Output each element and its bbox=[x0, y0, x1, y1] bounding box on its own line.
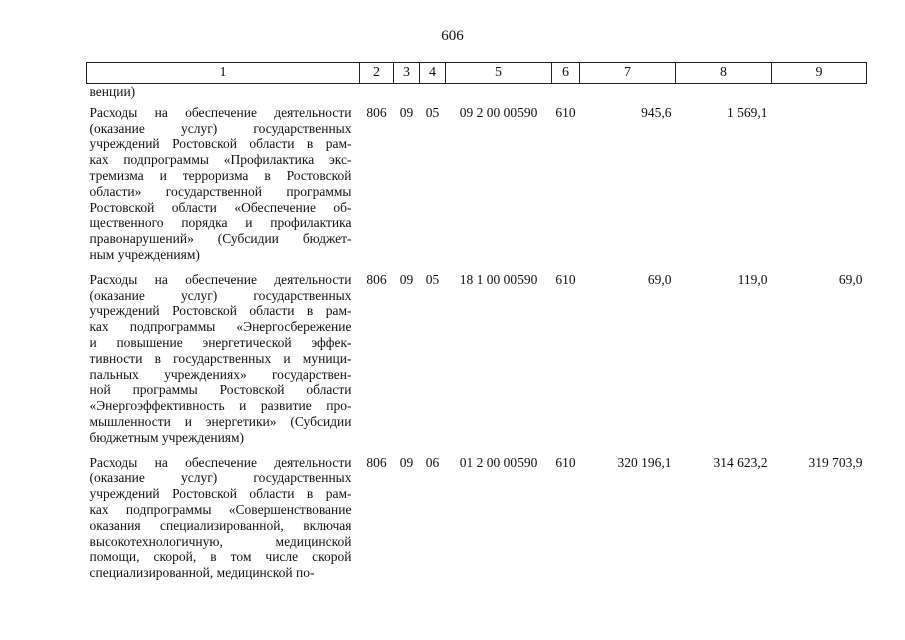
section-code: 09 bbox=[399, 104, 414, 120]
header-col-9: 9 bbox=[772, 63, 867, 84]
sum-year-1: 320 196,1 bbox=[617, 454, 672, 470]
continuation-text: венции) bbox=[89, 84, 136, 99]
admin-code: 806 bbox=[366, 271, 387, 287]
expense-type-code: 610 bbox=[555, 104, 576, 120]
target-article-code: 01 2 00 00590 bbox=[459, 454, 538, 470]
header-col-3: 3 bbox=[394, 63, 420, 84]
description-line: области» государственной программы bbox=[89, 183, 352, 199]
sum-year-2: 314 623,2 bbox=[713, 454, 768, 470]
description-line: ным учреждениям) bbox=[89, 246, 200, 262]
row-description bbox=[87, 267, 360, 450]
subsection-code: 05 bbox=[425, 271, 440, 287]
header-col-1: 1 bbox=[87, 63, 360, 84]
expense-type-code: 610 bbox=[555, 454, 576, 470]
description-line: мышленности и энергетики» (Субсидии bbox=[89, 413, 352, 429]
header-col-6: 6 bbox=[552, 63, 580, 84]
description-line: оказания специализированной, включая bbox=[89, 517, 352, 533]
section-code: 09 bbox=[399, 454, 414, 470]
budget-table bbox=[86, 62, 867, 585]
description-line: ках подпрограммы «Энергосбережение bbox=[89, 319, 352, 335]
sum-year-3: 69,0 bbox=[838, 271, 863, 287]
description-line: учреждений Ростовской области в рам- bbox=[89, 303, 352, 319]
header-col-8: 8 bbox=[676, 63, 772, 84]
header-col-2: 2 bbox=[360, 63, 394, 84]
table-row bbox=[87, 450, 867, 585]
description-line: и повышение энергетической эффек- bbox=[89, 334, 352, 350]
sum-year-2: 119,0 bbox=[737, 271, 768, 287]
sum-year-1: 945,6 bbox=[641, 104, 672, 120]
description-line: специализированной, медицинской по- bbox=[89, 565, 315, 581]
row-description bbox=[87, 100, 360, 267]
table-row bbox=[87, 267, 867, 450]
description-line: ках подпрограммы «Совершенствование bbox=[89, 501, 352, 517]
sum-year-3: 319 703,9 bbox=[808, 454, 863, 470]
description-line: Расходы на обеспечение деятельности bbox=[89, 454, 352, 470]
table-row bbox=[87, 100, 867, 267]
sum-year-3 bbox=[772, 100, 867, 267]
continuation-row bbox=[87, 84, 867, 100]
description-line: Расходы на обеспечение деятельности bbox=[89, 271, 352, 287]
description-line: бюджетным учреждениям) bbox=[89, 429, 245, 445]
admin-code: 806 bbox=[366, 454, 387, 470]
header-col-4: 4 bbox=[420, 63, 446, 84]
description-line: Ростовской области «Обеспечение об- bbox=[89, 199, 352, 215]
description-line: тремизма и терроризма в Ростовской bbox=[89, 167, 352, 183]
header-col-5: 5 bbox=[446, 63, 552, 84]
target-article-code: 18 1 00 00590 bbox=[459, 271, 538, 287]
description-line: ной программы Ростовской области bbox=[89, 382, 352, 398]
subsection-code: 06 bbox=[425, 454, 440, 470]
description-line: тивности в государственных и муници- bbox=[89, 350, 352, 366]
description-line: правонарушений» (Субсидии бюджет- bbox=[89, 231, 352, 247]
row-description bbox=[87, 450, 360, 585]
description-line: помощи, скорой, в том числе скорой bbox=[89, 549, 352, 565]
description-line: «Энергоэффективность и развитие про- bbox=[89, 398, 352, 414]
description-line: пальных учреждениях» государствен- bbox=[89, 366, 352, 382]
target-article-code: 09 2 00 00590 bbox=[459, 104, 538, 120]
sum-year-1: 69,0 bbox=[647, 271, 672, 287]
description-line: (оказание услуг) государственных bbox=[89, 287, 352, 303]
description-line: (оказание услуг) государственных bbox=[89, 470, 352, 486]
description-line: Расходы на обеспечение деятельности bbox=[89, 104, 352, 120]
admin-code: 806 bbox=[366, 104, 387, 120]
description-line: учреждений Ростовской области в рам- bbox=[89, 486, 352, 502]
description-line: учреждений Ростовской области в рам- bbox=[89, 136, 352, 152]
header-col-7: 7 bbox=[580, 63, 676, 84]
description-line: высокотехнологичную, медицинской bbox=[89, 533, 352, 549]
description-line: ках подпрограммы «Профилактика экс- bbox=[89, 152, 352, 168]
description-line: (оказание услуг) государственных bbox=[89, 120, 352, 136]
sum-year-2: 1 569,1 bbox=[727, 104, 768, 120]
page-number: 606 bbox=[441, 28, 464, 44]
table-header-row bbox=[87, 63, 867, 84]
description-line: щественного порядка и профилактика bbox=[89, 215, 352, 231]
subsection-code: 05 bbox=[425, 104, 440, 120]
expense-type-code: 610 bbox=[555, 271, 576, 287]
section-code: 09 bbox=[399, 271, 414, 287]
